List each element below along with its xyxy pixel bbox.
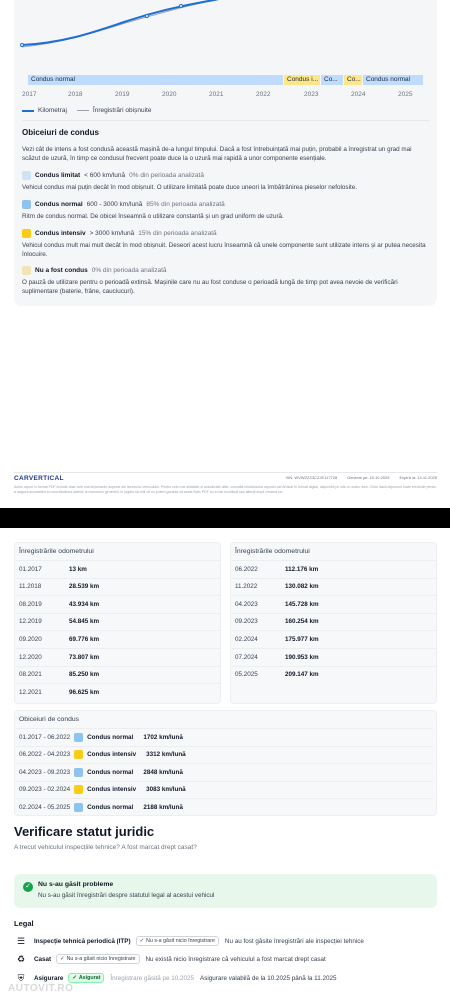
- habit-period: 02.2024 - 05.2025: [19, 803, 71, 811]
- swatch: [22, 171, 31, 180]
- usage-pct: 15% din perioada analizată: [138, 230, 217, 237]
- habit-value: 2188 km/lună: [143, 803, 183, 811]
- usage-desc: Vehicul condus mai puțin decât în mod obișnuit. O utilizare limitată poate duce uneori la îmbătrânirea pieselor nefolosite.: [22, 184, 357, 191]
- habit-row: [15, 746, 433, 763]
- mileage-point: [180, 5, 183, 8]
- habit-period: 04.2023 - 09.2023: [19, 768, 71, 776]
- odometer-km: 85.250 km: [69, 671, 100, 679]
- odometer-km: 96.625 km: [69, 688, 100, 696]
- odometer-km: 43.934 km: [69, 600, 100, 608]
- odometer-row: [15, 578, 220, 595]
- check-icon: ✓: [72, 975, 77, 981]
- habit-band: Co...: [344, 75, 362, 85]
- odometer-title: Înregistrările odometrului: [19, 548, 94, 555]
- odometer-date: 12.2021: [19, 688, 42, 696]
- odometer-row: [15, 683, 220, 700]
- legal-row-name: Casat: [34, 955, 52, 963]
- odometer-km: 73.807 km: [69, 653, 100, 661]
- habits-intro: Vezi cât de intens a fost condusă această mașină de-a lungul timpului. Dacă a fost întrebuințată mai puțin, probabil a înregistrat un grad mai scăzut de uzură, în timp ce condusul frecvent poate duce la o uzură mai rapidă a unor componente esențiale.: [22, 146, 412, 162]
- x-tick-label: 2017: [22, 91, 37, 98]
- odometer-date: 06.2022: [235, 565, 258, 573]
- legend-km-label: Kilometraj: [38, 107, 67, 114]
- odometer-km: 160.254 km: [285, 618, 319, 626]
- odometer-km: 175.977 km: [285, 635, 319, 643]
- usage-desc: Vehicul condus mult mai mult decât în mod obișnuit. Deseori acest lucru înseamnă că unele componente sunt utilizate intens și ar putea necesita înlocuire.: [22, 242, 426, 258]
- usage-desc: O pauză de utilizare pentru o perioadă extinsă. Mașinile care nu au fost conduse o perioadă lungă de timp pot avea nevoie de verificări suplimentare (baterie, frâne, cauciucuri).: [22, 279, 398, 295]
- footer-generated: Generat pe: 15.10.2025: [347, 475, 390, 480]
- odometer-date: 01.2017: [19, 565, 42, 573]
- odometer-row: [231, 578, 436, 595]
- habit-band: Condus normal: [28, 75, 283, 85]
- usage-intensive: [22, 229, 217, 238]
- usage-pct: 85% din perioada analizată: [146, 201, 225, 208]
- habit-swatch: [74, 803, 83, 812]
- odometer-date: 08.2019: [19, 600, 42, 608]
- habits-table: [14, 710, 437, 816]
- legal-row-name: Inspecție tehnică periodică (ITP): [34, 937, 131, 945]
- usage-name: Nu a fost condus: [35, 267, 88, 274]
- usage-range: < 600 km/lună: [84, 172, 126, 179]
- habit-swatch: [74, 750, 83, 759]
- odometer-row: [231, 613, 436, 630]
- x-tick-label: 2022: [256, 91, 271, 98]
- odometer-box-left: [14, 542, 221, 704]
- check-icon: ✓: [60, 956, 65, 962]
- odometer-date: 04.2023: [235, 600, 258, 608]
- footer-expires: Expiră la: 14.11.2025: [399, 475, 437, 480]
- recycle-icon: ♻: [16, 953, 26, 964]
- odometer-row: [15, 666, 220, 683]
- habit-label: Condus normal: [87, 803, 134, 811]
- x-tick-label: 2018: [68, 91, 83, 98]
- legend-swatch-km: [22, 110, 34, 112]
- usage-desc: Ritm de condus normal. De obicei înseamnă o utilizare constantă și un grad uniform de uzură.: [22, 213, 284, 220]
- x-tick-label: 2021: [209, 91, 224, 98]
- odometer-row: [15, 613, 220, 630]
- legal-row-scrapped: [14, 951, 437, 967]
- status-chip-label: Nu s-a găsit nicio înregistrare: [146, 938, 215, 944]
- habit-band: Co...: [321, 75, 343, 85]
- no-problems-title: Nu s-au găsit probleme: [38, 881, 114, 888]
- usage-limited: [22, 171, 204, 180]
- habit-row: [15, 728, 433, 745]
- habits-table-title: Obiceiuri de condus: [19, 716, 80, 723]
- odometer-km: 145.728 km: [285, 600, 319, 608]
- legal-row-desc: Nu există nicio înregistrare că vehiculul a fost marcat drept casat: [145, 955, 326, 963]
- x-tick-label: 2023: [304, 91, 319, 98]
- pdf-page-2: [0, 528, 450, 1000]
- swatch: [22, 200, 31, 209]
- usage-not-driven: [22, 266, 167, 275]
- habit-label: Condus intensiv: [87, 786, 137, 794]
- habit-swatch: [74, 768, 83, 777]
- odometer-date: 05.2025: [235, 671, 258, 679]
- habit-swatch: [74, 733, 83, 742]
- odometer-km: 69.776 km: [69, 635, 100, 643]
- odometer-date: 08.2021: [19, 671, 42, 679]
- odometer-title: Înregistrările odometrului: [235, 548, 310, 555]
- odometer-km: 13 km: [69, 565, 87, 573]
- usage-pct: 0% din perioada analizată: [129, 172, 204, 179]
- no-problems-banner: [14, 874, 437, 908]
- habit-value: 1702 km/lună: [143, 733, 183, 741]
- habit-label: Condus normal: [87, 733, 134, 741]
- checklist-icon: ☰: [16, 935, 26, 946]
- usage-name: Condus intensiv: [35, 230, 86, 237]
- page-gap: [0, 508, 450, 528]
- x-tick-label: 2019: [115, 91, 130, 98]
- x-tick-label: 2025: [398, 91, 413, 98]
- legal-row-itp: [14, 933, 437, 949]
- habit-label: Condus normal: [87, 768, 134, 776]
- odometer-date: 12.2019: [19, 618, 42, 626]
- x-tick-label: 2024: [351, 91, 366, 98]
- legend-swatch-usual: [77, 110, 89, 111]
- odometer-date: 11.2022: [235, 583, 258, 591]
- habit-band: Condus i...: [284, 75, 320, 85]
- mileage-point: [21, 44, 24, 47]
- usage-name: Condus normal: [35, 201, 83, 208]
- status-chip: [56, 954, 139, 964]
- odometer-row: [15, 648, 220, 665]
- odometer-row: [231, 595, 436, 612]
- odometer-date: 02.2024: [235, 635, 258, 643]
- habit-value: 2848 km/lună: [143, 768, 183, 776]
- odometer-row: [231, 648, 436, 665]
- insurance-found-date: Înregistrare găsită pe 10.2025: [110, 974, 195, 982]
- odometer-date: 07.2024: [235, 653, 258, 661]
- usage-name: Condus limitat: [35, 172, 81, 179]
- odometer-row: [231, 666, 436, 683]
- odometer-km: 112.176 km: [285, 565, 319, 573]
- habit-value: 3312 km/lună: [146, 751, 186, 759]
- odometer-km: 190.953 km: [285, 653, 319, 661]
- habits-title: Obiceiuri de condus: [22, 128, 99, 137]
- usage-normal: [22, 200, 225, 209]
- habit-period: 01.2017 - 06.2022: [19, 733, 71, 741]
- odometer-row: [231, 630, 436, 647]
- usage-range: 600 - 3000 km/lună: [86, 201, 143, 208]
- odometer-km: 130.082 km: [285, 583, 319, 591]
- shield-check-icon: ⛨: [17, 972, 25, 983]
- odometer-km: 54.845 km: [69, 618, 100, 626]
- insured-chip-label: Asigurat: [78, 975, 101, 981]
- legal-row-insurance: [14, 970, 437, 986]
- swatch: [22, 229, 31, 238]
- legal-title: Verificare statut juridic: [14, 824, 155, 839]
- status-chip: [136, 936, 219, 946]
- no-problems-text: Nu s-au găsit înregistrări despre statutul legal al acestui vehicul: [38, 892, 215, 899]
- divider: [22, 120, 429, 121]
- habit-period: 06.2022 - 04.2023: [19, 751, 71, 759]
- habit-swatch: [74, 785, 83, 794]
- legal-row-desc: Nu au fost găsite înregistrări ale inspecției tehnice: [224, 937, 364, 945]
- usage-range: > 3000 km/lună: [89, 230, 135, 237]
- mileage-point: [146, 15, 149, 18]
- odometer-row: [231, 560, 436, 577]
- habit-band: Condus normal: [363, 75, 423, 85]
- swatch: [22, 266, 31, 275]
- legal-section-heading: Legal: [14, 919, 34, 928]
- footer-vin: VIN: WVWZZZ3CZJE117728: [285, 475, 338, 480]
- odometer-row: [15, 595, 220, 612]
- odometer-date: 12.2020: [19, 653, 42, 661]
- legal-row-desc: Asigurare valabilă de la 10.2025 până la 11.2025: [200, 974, 337, 982]
- habit-row: [15, 781, 433, 798]
- odometer-row: [15, 560, 220, 577]
- odometer-date: 09.2020: [19, 635, 42, 643]
- usual-records-line: [22, 0, 234, 47]
- status-chip-label: Nu s-a găsit nicio înregistrare: [66, 956, 136, 962]
- odometer-date: 09.2023: [235, 618, 258, 626]
- odometer-km: 209.147 km: [285, 671, 319, 679]
- x-tick-label: 2020: [162, 91, 177, 98]
- check-icon: ✓: [139, 938, 145, 944]
- footer-meta: [286, 475, 438, 480]
- insured-chip: [68, 973, 104, 983]
- odometer-km: 28.539 km: [69, 583, 100, 591]
- driving-habits-card: [14, 0, 437, 306]
- watermark: AUTOVIT.RO: [8, 983, 74, 994]
- mileage-chart: [14, 0, 437, 100]
- carvertical-logo: CARVERTICAL: [14, 475, 64, 482]
- habit-period: 09.2023 - 02.2024: [19, 786, 71, 794]
- legal-subtitle: A trecut vehiculul inspecțiile tehnice? A fost marcat drept casat?: [14, 844, 197, 851]
- odometer-box-right: [230, 542, 437, 704]
- chart-legend: [22, 107, 151, 114]
- footer-disclaimer: Acest raport în format PDF include doar cele mai importante aspecte ale istoricului vehiculului. Pentru cele mai detaliate și actualizate date, consultă întotdeauna raportul carVertical în format digital, disponibil pe site-ul nostru web. Chiar dacă depunem toate eforturile pentru a asigura acuratețea și corectitudinea datelor la momentul generării, le rugăm să reții că nu putem garanta că acest fișier PDF nu a fost modificat sau alterat după crearea sa.: [14, 485, 437, 494]
- habit-label: Condus intensiv: [87, 751, 137, 759]
- habit-row: [15, 798, 433, 815]
- legend-usual-label: Înregistrări obișnuite: [92, 107, 152, 114]
- odometer-date: 11.2018: [19, 583, 42, 591]
- odometer-row: [15, 630, 220, 647]
- pdf-footer: [14, 472, 437, 494]
- legal-row-name: Asigurare: [34, 974, 64, 982]
- usage-pct: 0% din perioada analizată: [91, 267, 167, 274]
- check-circle-icon: ✓: [23, 882, 33, 892]
- habit-row: [15, 763, 433, 780]
- habit-value: 3083 km/lună: [146, 786, 186, 794]
